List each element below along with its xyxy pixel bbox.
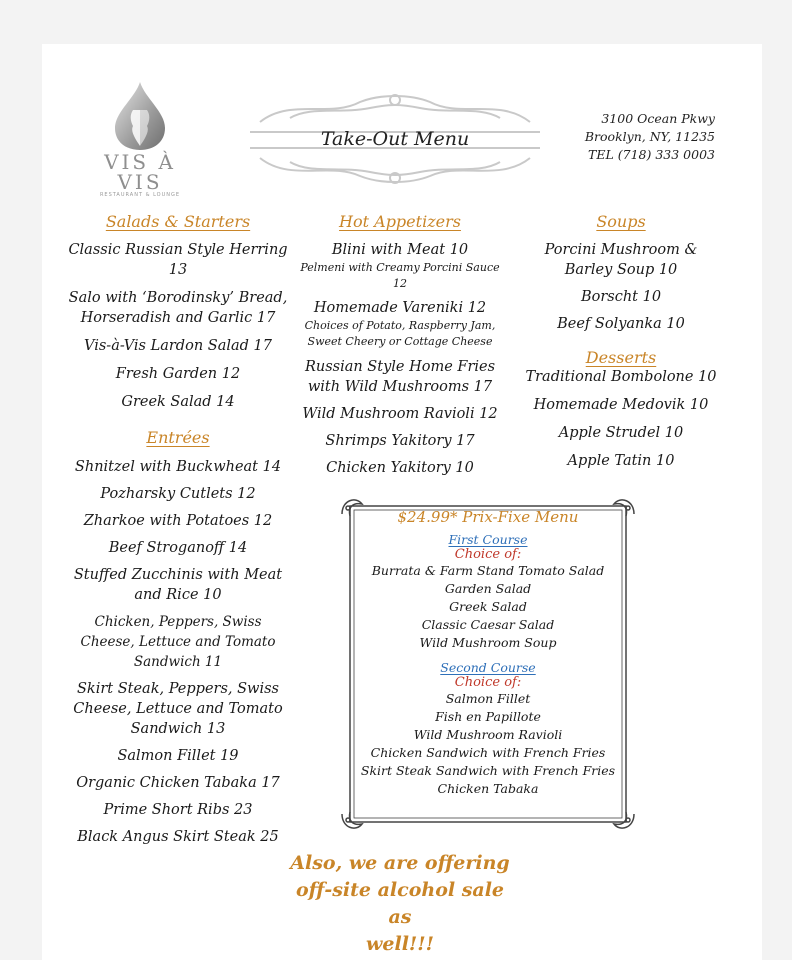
logo-name: VIS À VIS (104, 150, 176, 194)
desserts-heading: Desserts (585, 348, 657, 367)
menu-item: Skirt Steak, Peppers, Swiss Cheese, Lettuce and Tomato Sandwich 13 (73, 681, 283, 737)
address-street: 3100 Ocean Pkwy (601, 111, 715, 126)
menu-item: Greek Salad 14 (121, 394, 235, 410)
menu-item: Zharkoe with Potatoes 12 (83, 513, 273, 529)
menu-item: Homemade Vareniki 12 (313, 300, 487, 316)
address-city: Brooklyn, NY, 11235 (584, 129, 715, 144)
prix-item: Skirt Steak Sandwich with French Fries (360, 763, 616, 778)
prix-item: Greek Salad (449, 599, 527, 614)
footer-line: well!!! (366, 933, 434, 955)
menu-item: Chicken, Peppers, Swiss Cheese, Lettuce and Tomato Sandwich 11 (80, 614, 276, 670)
soups-heading: Soups (596, 212, 646, 231)
second-course-choice: Choice of: (454, 675, 522, 690)
prix-item: Burrata & Farm Stand Tomato Salad (371, 563, 605, 578)
menu-item-note: Sweet Cheery or Cottage Cheese (307, 335, 493, 348)
prix-item: Wild Mushroom Soup (419, 635, 557, 650)
menu-item: Chicken Yakitory 10 (326, 460, 474, 476)
address-block (560, 110, 715, 164)
prix-item: Chicken Sandwich with French Fries (370, 745, 606, 760)
prix-item: Salmon Fillet (445, 691, 531, 706)
menu-item: Pozharsky Cutlets 12 (100, 486, 256, 502)
prix-fixe-title: $24.99* Prix-Fixe Menu (397, 508, 579, 526)
prix-item: Wild Mushroom Ravioli (413, 727, 563, 742)
prix-item: Fish en Papillote (435, 709, 541, 724)
menu-item-note: Choices of Potato, Raspberry Jam, (304, 319, 496, 332)
menu-item: Apple Strudel 10 (558, 425, 684, 441)
menu-item: Shnitzel with Buckwheat 14 (74, 459, 282, 475)
first-course-heading: First Course (448, 532, 528, 547)
menu-item: Shrimps Yakitory 17 (325, 433, 475, 449)
menu-item: Vis-à-Vis Lardon Salad 17 (84, 338, 272, 354)
phone-number: TEL (718) 333 0003 (588, 147, 715, 162)
menu-item: Homemade Medovik 10 (533, 397, 709, 413)
menu-item: Beef Solyanka 10 (557, 316, 685, 332)
salads-column (68, 212, 288, 847)
menu-item: Organic Chicken Tabaka 17 (76, 775, 280, 791)
menu-item: Black Angus Skirt Steak 25 (77, 829, 279, 845)
prix-item: Garden Salad (444, 581, 532, 596)
soups-column (520, 212, 722, 471)
hot-appetizers-heading: Hot Appetizers (339, 212, 461, 231)
menu-item: Classic Russian Style Herring 13 (68, 242, 288, 278)
prix-item: Classic Caesar Salad (421, 617, 555, 632)
menu-item: Salo with ‘Borodinsky’ Bread, Horseradish and Garlic 17 (68, 290, 288, 326)
footer-line: Also, we are offering (290, 852, 510, 874)
menu-item: Beef Stroganoff 14 (108, 540, 248, 556)
salads-heading: Salads & Starters (105, 212, 251, 231)
menu-item: Traditional Bombolone 10 (525, 369, 717, 385)
menu-item: Porcini Mushroom & Barley Soup 10 (544, 242, 698, 278)
entrees-heading: Entrées (146, 428, 210, 447)
menu-item: Pelmeni with Creamy Porcini Sauce 12 (300, 261, 500, 290)
menu-item: Borscht 10 (580, 289, 662, 305)
restaurant-logo (90, 80, 190, 198)
footer-line: off-site alcohol sale as (295, 879, 505, 928)
menu-item: Wild Mushroom Ravioli 12 (302, 406, 498, 422)
prix-fixe-box (338, 494, 638, 834)
menu-item: Russian Style Home Fries with Wild Mushrooms 17 (304, 359, 496, 395)
prix-fixe-content (338, 508, 638, 798)
menu-title: Take-Out Menu (320, 128, 470, 150)
menu-item: Blini with Meat 10 (331, 242, 469, 258)
prix-item: Chicken Tabaka (437, 781, 539, 796)
menu-item: Stuffed Zucchinis with Meat and Rice 10 (73, 567, 283, 603)
second-course-heading: Second Course (440, 660, 536, 675)
menu-item: Fresh Garden 12 (115, 366, 241, 382)
alcohol-sale-note (290, 850, 510, 958)
hot-appetizers-column (292, 212, 508, 478)
menu-item: Apple Tatin 10 (567, 453, 675, 469)
menu-item: Prime Short Ribs 23 (103, 802, 253, 818)
logo-subtitle: RESTAURANT & LOUNGE (99, 192, 181, 198)
title-banner (250, 88, 540, 188)
menu-item: Salmon Fillet 19 (117, 748, 239, 764)
drop-faces-logo-icon (105, 80, 175, 152)
first-course-choice: Choice of: (454, 547, 522, 562)
